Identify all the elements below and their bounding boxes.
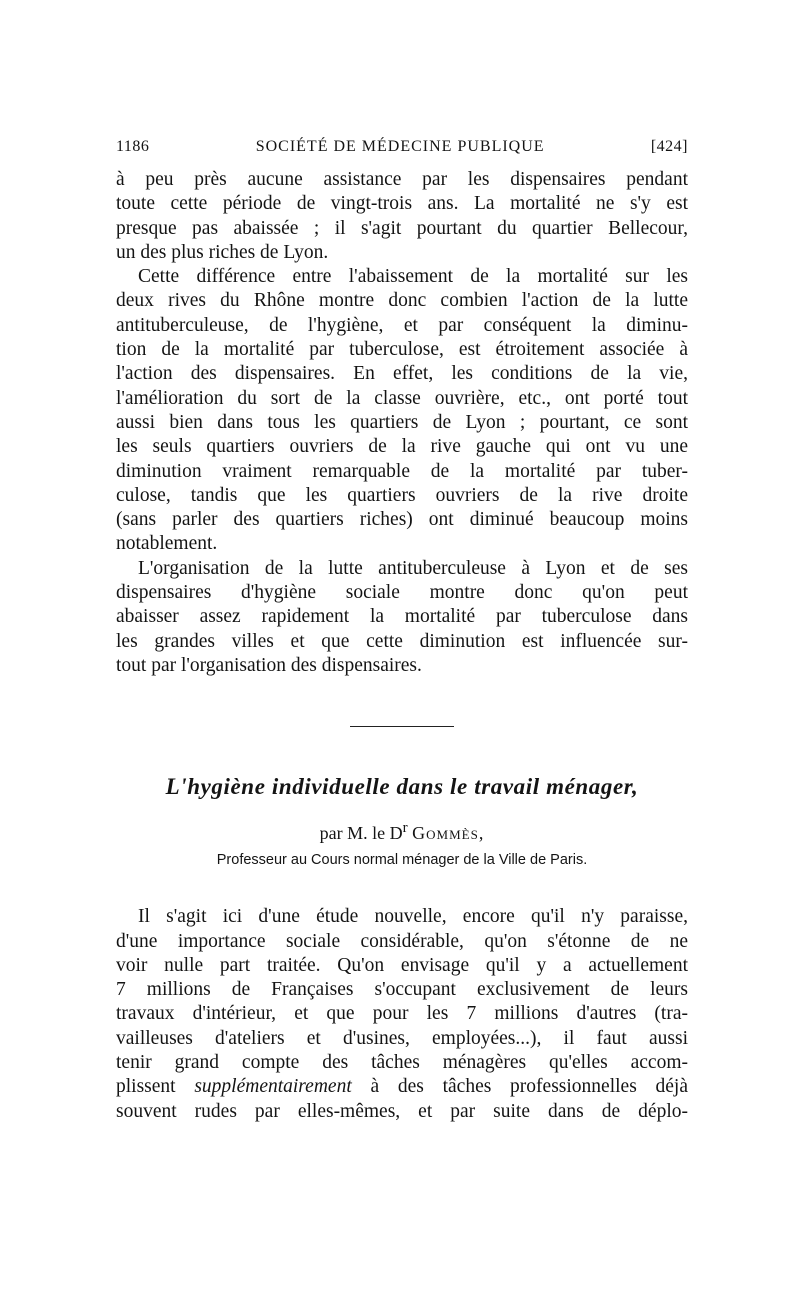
text-line: un des plus riches de Lyon. [116, 241, 329, 263]
running-header [116, 138, 688, 168]
text-line: culose, tandis que les quartiers ouvriers de la rive droite [116, 484, 688, 506]
text-line: l'action des dispensaires. En effet, les conditions de la vie, [116, 363, 688, 385]
bracket-page-number: [424] [650, 138, 688, 155]
article-title: L'hygiène individuelle dans le travail ménager, [165, 774, 639, 800]
text-line: Cette différence entre l'abaissement de la mortalité sur les [138, 266, 688, 288]
author-affiliation: Professeur au Cours normal ménager de la Ville de Paris. [216, 852, 588, 869]
paragraph-rhone-comparison [116, 265, 688, 557]
text-line: dispensaires d'hygiène sociale montre donc qu'on peut [116, 582, 688, 604]
text-line: notablement. [116, 533, 218, 555]
text-line: travaux d'intérieur, et que pour les 7 millions d'autres (tra- [116, 1003, 688, 1025]
text-line: Il s'agit ici d'une étude nouvelle, encore qu'il n'y paraisse, [138, 906, 688, 928]
text-line: l'amélioration du sort de la classe ouvrière, etc., ont porté tout [116, 387, 688, 409]
text-line: L'organisation de la lutte antituberculeuse à Lyon et de ses [138, 557, 688, 579]
text-line: voir nulle part traitée. Qu'on envisage qu'il y a actuellement [116, 954, 688, 976]
text-line: toute cette période de vingt-trois ans. La mortalité ne s'y est [116, 193, 688, 215]
text-line: les seuls quartiers ouvriers de la rive gauche qui ont vu une [116, 436, 688, 458]
running-title: SOCIÉTÉ DE MÉDECINE PUBLIQUE [255, 138, 545, 155]
text-line: vailleuses d'ateliers et d'usines, employées...), il faut aussi [116, 1027, 688, 1049]
byline-prefix: par M. le D [319, 823, 403, 844]
italic-term: supplémentairement [194, 1076, 352, 1098]
text-line: les grandes villes et que cette diminution est influencée sur- [116, 630, 688, 652]
text-line: diminution vraiment remarquable de la mortalité par tuber- [116, 460, 688, 482]
byline-superscript: r [402, 820, 408, 837]
text-line: abaisser assez rapidement la mortalité par tuberculose dans [116, 606, 688, 628]
text-line: (sans parler des quartiers riches) ont diminué beaucoup moins [116, 509, 688, 531]
text-line: aussi bien dans tous les quartiers de Lyon ; pourtant, ce sont [116, 411, 688, 433]
text-line: à peu près aucune assistance par les dispensaires pendant [116, 169, 688, 190]
text-line [116, 1075, 688, 1099]
book-page [116, 138, 688, 1124]
text-line: tenir grand compte des tâches ménagères qu'elles accom- [116, 1052, 688, 1074]
paragraph-introduction [116, 905, 688, 1124]
section-divider [350, 726, 454, 727]
text-line: d'une importance sociale considérable, qu'on s'étonne de ne [116, 930, 688, 952]
author-byline [116, 820, 688, 844]
text-segment: plissent [116, 1076, 195, 1098]
page-number: 1186 [116, 138, 150, 155]
text-line: tion de la mortalité par tuberculose, est étroitement associée à [116, 339, 688, 361]
text-line: 7 millions de Françaises s'occupant exclusivement de leurs [116, 979, 688, 1001]
paragraph-organisation [116, 557, 688, 678]
text-line: presque pas abaissée ; il s'agit pourtant du quartier Bellecour, [116, 217, 688, 239]
paragraph-continuation [116, 168, 688, 265]
author-name: Gommès, [412, 823, 485, 844]
text-line: tout par l'organisation des dispensaires. [116, 654, 422, 676]
text-line: deux rives du Rhône montre donc combien l'action de la lutte [116, 290, 688, 312]
text-line: souvent rudes par elles-mêmes, et par suite dans de déplo- [116, 1100, 688, 1122]
text-segment: à des tâches professionnelles déjà [351, 1076, 688, 1098]
text-line: antituberculeuse, de l'hygiène, et par conséquent la diminu- [116, 314, 688, 336]
